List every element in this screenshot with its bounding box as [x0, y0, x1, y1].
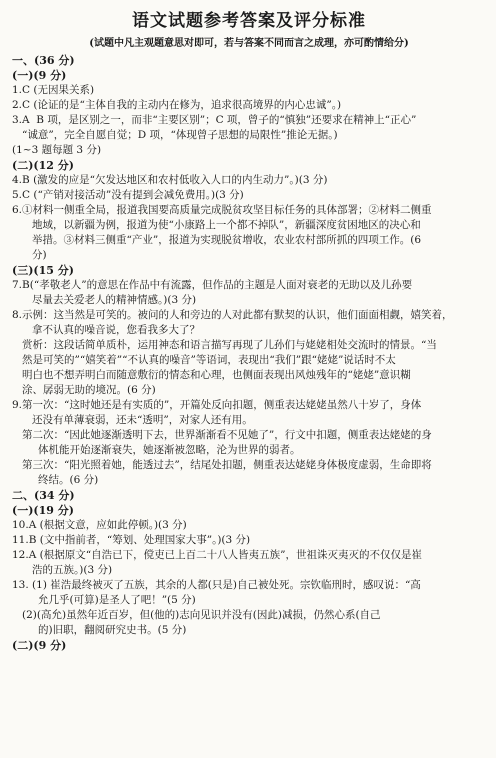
answer-line: 9.第一次：“这时她还是有实质的”，开篇处反向扣题，侧重表达姥姥虽然八十岁了，身体	[12, 399, 422, 411]
answer-line: 11.B (文中指前者，“筹划、处理国家大事”。)(3 分)	[12, 534, 251, 546]
answer-line: 然是可笑的”“嬉笑着”“不认真的噪音”等语词，表现出“我们”跟“姥姥”说话时不太	[22, 354, 396, 366]
answer-line: 允几乎(可算)是圣人了吧！”(5 分)	[38, 594, 196, 606]
section-heading: 二、(34 分)	[12, 489, 75, 502]
subsection-heading: (三)(15 分)	[12, 264, 74, 277]
answer-line: “诚意”，完全自愿自觉；D 项，“体现曾子思想的局限性”推论无据。)	[22, 129, 338, 141]
answer-line: 8.示例：这当然是可笑的。被问的人和旁边的人对此都有默契的认识，他们面面相觑，嬉笑着，	[12, 309, 453, 321]
answer-line: 涂、孱弱无助的境况。(6 分)	[22, 384, 156, 396]
answer-line: 7.B(“孝敬老人”的意思在作品中有流露，但作品的主题是人面对衰老的无助以及儿孙要	[12, 279, 413, 291]
answer-line: 第三次：“阳光照着她，能透过去”，结尾处扣题，侧重表达姥姥身体极度虚弱，生命即将	[22, 459, 432, 471]
answer-line: 分)	[32, 249, 47, 261]
answer-line: 还没有单薄衰弱，还未“透明”，对家人还有用。	[32, 414, 253, 426]
answer-line: 6.①材料一侧重全局，报道我国要高质量完成脱贫攻坚目标任务的具体部署；②材料二侧重	[12, 204, 432, 216]
answer-line: 地域，以新疆为例，报道为使“小康路上一个都不掉队”，新疆深度贫困地区的决心和	[32, 219, 421, 231]
answer-line: 12.A (根据原文“自浩已下，傥吏已上百二十八人皆夷五族”，世祖诛灭夷灭的不仅仅是崔	[12, 549, 422, 561]
answer-line: 拿不认真的噪音说，您看我多大了？	[32, 324, 200, 336]
answer-line: 5.C (“产销对接活动”没有提到会减免费用。)(3 分)	[12, 189, 244, 201]
answer-line: 体机能开始逐渐衰失，她逐渐被忽略，沦为世界的弱者。	[38, 444, 301, 456]
answer-line: 尽量去关爱老人的精神情感。)(3 分)	[32, 294, 197, 306]
subsection-heading: (一)(9 分)	[12, 69, 67, 82]
section-heading: 一、(36 分)	[12, 54, 75, 67]
scoring-note: (试题中凡主观题意思对即可，若与答案不同而言之成理，亦可酌情给分)	[89, 38, 409, 49]
answer-line: 3.A B 项，是区别之一，而非“主要区别”；C 项，曾子的“慎独”还要求在精神上“正心”	[12, 114, 417, 126]
answer-line: 10.A (根据文意，应如此停顿。)(3 分)	[12, 519, 187, 531]
answer-body	[12, 53, 486, 653]
answer-line: (2)(高允)虽然年近百岁，但(他的)志向见识并没有(因此)减损，仍然心系(自己	[22, 609, 381, 621]
answer-line: 4.B (激发的应是“欠发达地区和农村低收入人口的内生动力”。)(3 分)	[12, 174, 328, 186]
answer-line: 13. (1) 崔浩最终被灭了五族，其余的人都(只是)自己被处死。宗钦临刑时，感叹说：“高	[12, 579, 421, 591]
answer-line: 浩的五族。)(3 分)	[32, 564, 113, 576]
answer-line: (1~3 题每题 3 分)	[12, 144, 102, 156]
subsection-heading: (二)(12 分)	[12, 159, 74, 172]
answer-line: 终结。(6 分)	[38, 474, 99, 486]
answer-line: 赏析：这段话简单质朴，运用神态和语言描写再现了儿孙们与姥姥相处交流时的情景。“当	[22, 339, 437, 351]
answer-line: 第二次：“因此她逐渐透明下去，世界渐渐看不见她了”，行文中扣题，侧重表达姥姥的身	[22, 429, 432, 441]
page-title: 语文试题参考答案及评分标准	[132, 11, 366, 31]
subsection-heading: (二)(9 分)	[12, 639, 67, 652]
answer-line: 明白也不想弄明白而随意敷衍的情态和心理，也侧面表现出风烛残年的“姥姥”意识糊	[22, 369, 411, 381]
subsection-heading: (一)(19 分)	[12, 504, 74, 517]
answer-line: 的)旧职，翻阅研究史书。(5 分)	[38, 624, 187, 636]
answer-line: 1.C (无因果关系)	[12, 84, 95, 96]
answer-line: 举措。③材料三侧重“产业”，报道为实现脱贫增收，农业农村部所抓的四项工作。(6	[32, 234, 422, 246]
answer-line: 2.C (论证的是“主体自我的主动内在修为，追求很高境界的内心忠诚”。)	[12, 99, 342, 111]
